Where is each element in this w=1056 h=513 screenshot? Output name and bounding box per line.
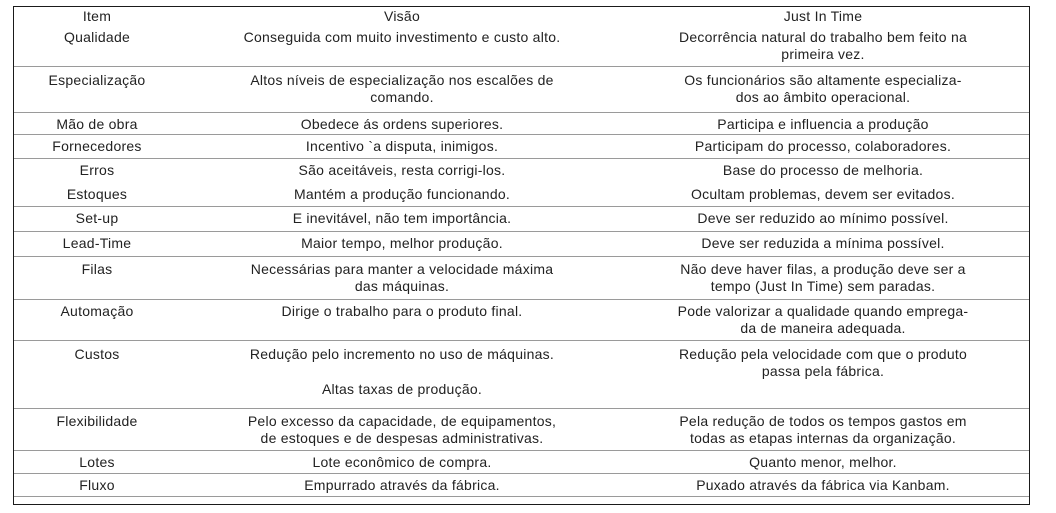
row-item: Fornecedores <box>52 138 142 154</box>
row-visao-line: Lote econômico de compra. <box>312 454 492 470</box>
row-visao <box>192 261 612 295</box>
table-row <box>14 135 1029 159</box>
row-jit <box>632 413 1014 447</box>
row-jit-line: Participam do processo, colaboradores. <box>694 138 952 154</box>
row-jit <box>632 116 1014 133</box>
table-row <box>14 67 1029 113</box>
row-jit-line: Decorrência natural do trabalho bem feito na <box>678 29 968 45</box>
row-visao-line: Incentivo `a disputa, inimigos. <box>305 138 499 154</box>
header-jit: Just In Time <box>783 8 863 24</box>
row-item: Set-up <box>75 210 119 226</box>
row-jit-line: Quanto menor, melhor. <box>749 454 897 470</box>
row-item: Flexibilidade <box>56 413 138 429</box>
table-header-row <box>14 6 1029 26</box>
row-jit <box>632 186 1014 203</box>
row-visao <box>192 235 612 252</box>
row-item: Lotes <box>79 454 115 470</box>
row-jit-line: Deve ser reduzida a mínima possível. <box>701 235 945 251</box>
row-visao-line: Altas taxas de produção. <box>321 381 483 397</box>
row-visao <box>192 186 612 203</box>
row-visao <box>192 138 612 155</box>
table-row <box>14 159 1029 183</box>
row-item: Estoques <box>66 186 128 202</box>
row-visao-line: Redução pelo incremento no uso de máquinas. <box>249 346 555 362</box>
header-visao: Visão <box>383 8 421 24</box>
row-jit-line: passa pela fábrica. <box>761 363 885 379</box>
table-row <box>14 474 1029 497</box>
row-jit-line: Não deve haver filas, a produção deve ser a <box>680 261 966 277</box>
row-item: Fluxo <box>79 477 115 493</box>
row-visao-line: Empurrado através da fábrica. <box>304 477 500 493</box>
header-item: Item <box>82 8 112 24</box>
row-jit <box>632 303 1014 337</box>
row-item: Lead-Time <box>62 235 132 251</box>
table-row <box>14 409 1029 451</box>
row-jit-line: da de maneira adequada. <box>740 320 906 336</box>
row-visao-line: Altos níveis de especialização nos escalões de <box>250 72 554 88</box>
table-row <box>14 451 1029 474</box>
row-item: Qualidade <box>63 29 131 45</box>
row-jit <box>632 162 1014 179</box>
row-jit-line: Base do processo de melhoria. <box>722 162 924 178</box>
row-visao-line: Conseguida com muito investimento e custo alto. <box>243 29 561 45</box>
row-visao-line: Obedece ás ordens superiores. <box>300 116 504 132</box>
row-item: Filas <box>81 261 113 277</box>
row-jit <box>632 261 1014 295</box>
row-item: Custos <box>74 346 120 362</box>
row-jit-line: todas as etapas internas da organização. <box>689 430 957 446</box>
row-visao-line: Pelo excesso da capacidade, de equipamentos, <box>247 413 557 429</box>
row-visao-line: comando. <box>370 89 434 105</box>
row-jit <box>632 477 1014 494</box>
row-visao-line: E inevitável, não tem importância. <box>292 210 512 226</box>
row-visao <box>192 303 612 320</box>
row-jit-line: dos ao âmbito operacional. <box>735 89 911 105</box>
row-visao-line: de estoques e de despesas administrativas. <box>260 430 544 446</box>
row-visao-line: São aceitáveis, resta corrigi-los. <box>298 162 506 178</box>
row-visao-line: Necessárias para manter a velocidade máxima <box>250 261 554 277</box>
row-visao-line: Dirige o trabalho para o produto final. <box>281 303 523 319</box>
table-row <box>14 341 1029 409</box>
row-visao <box>192 477 612 494</box>
row-visao-line: das máquinas. <box>354 278 450 294</box>
table-row <box>14 300 1029 341</box>
row-visao <box>192 346 612 398</box>
row-visao <box>192 413 612 447</box>
row-item: Automação <box>60 303 134 319</box>
row-jit-line: Participa e influencia a produção <box>717 116 929 132</box>
row-jit <box>632 138 1014 155</box>
table-row <box>14 183 1029 207</box>
row-jit-line: Pela redução de todos os tempos gastos em <box>679 413 967 429</box>
row-jit-line: Pode valorizar a qualidade quando emprega- <box>677 303 969 319</box>
row-visao-line: Maior tempo, melhor produção. <box>301 235 503 251</box>
row-item: Especialização <box>48 72 146 88</box>
row-jit <box>632 72 1014 106</box>
row-jit <box>632 346 1014 380</box>
row-jit-line: Puxado através da fábrica via Kanbam. <box>696 477 950 493</box>
row-visao <box>192 454 612 471</box>
comparison-table <box>14 6 1029 497</box>
row-jit-line: Deve ser reduzido ao mínimo possível. <box>697 210 949 226</box>
row-jit <box>632 235 1014 252</box>
table-row <box>14 207 1029 232</box>
table-row <box>14 232 1029 257</box>
row-item: Erros <box>79 162 115 178</box>
row-jit <box>632 454 1014 471</box>
row-visao-line: Mantém a produção funcionando. <box>293 186 511 202</box>
row-visao-line <box>192 363 612 381</box>
row-visao <box>192 210 612 227</box>
table-row <box>14 26 1029 67</box>
row-visao <box>192 116 612 133</box>
row-jit-line: tempo (Just In Time) sem paradas. <box>710 278 936 294</box>
row-jit-line: Ocultam problemas, devem ser evitados. <box>691 186 955 202</box>
table-row <box>14 113 1029 135</box>
table-row <box>14 257 1029 300</box>
row-jit-line: Os funcionários são altamente especializa- <box>684 72 962 88</box>
row-item: Mão de obra <box>56 116 138 132</box>
row-jit-line: primeira vez. <box>781 46 865 62</box>
row-visao <box>192 72 612 106</box>
row-jit <box>632 210 1014 227</box>
row-visao <box>192 29 612 46</box>
row-visao <box>192 162 612 179</box>
row-jit <box>632 29 1014 63</box>
row-jit-line: Redução pela velocidade com que o produto <box>678 346 968 362</box>
